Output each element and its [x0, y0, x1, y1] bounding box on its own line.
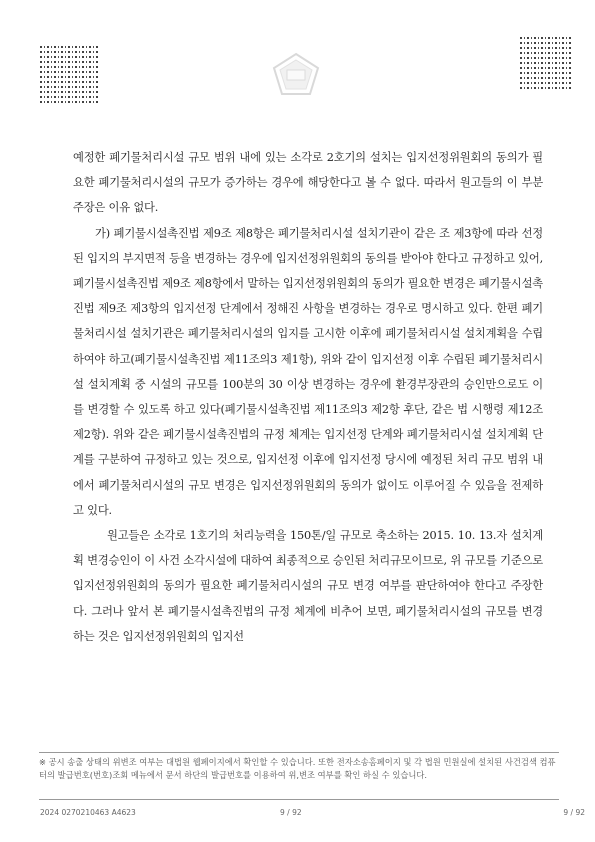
paragraph-plaintiff-claim: 원고들은 소각로 1호기의 처리능력을 150톤/일 규모로 축소하는 2015. 10. 13.자 설치계획 변경승인이 이 사건 소각시설에 대하여 최종적으로 승인된 처리규모이므로, 위 규모를 기준으로 입지선정위원회의 동의가 필요한 폐기물처리시설의 규모 변경 여부를 판단하여야 한다고 주장한다. 그러나 앞서 본 폐기물시설촉진법의 규정 체계에 비추어 보면, 폐기물처리시설의 규모를 변경하는 것은 입지선정위원회의 입지선 — [73, 529, 543, 643]
qr-code-right — [520, 36, 572, 92]
paragraph-continuation: 예정한 폐기물처리시설 규모 범위 내에 있는 소각로 2호기의 설치는 입지선정위원회의 동의가 필요한 폐기물처리시설의 규모가 증가하는 경우에 해당한다고 볼 수 없다. 따라서 원고들의 이 부분 주장은 이유 없다. — [73, 151, 543, 215]
document-serial: 2024 0270210463 A4623 — [40, 808, 136, 817]
page-number: 9 / 92 — [280, 808, 302, 817]
qr-code-left — [40, 44, 98, 106]
court-seal-watermark — [271, 52, 321, 96]
page-number-right: 9 / 92 — [563, 808, 585, 817]
paragraph-ga: 가) 폐기물시설촉진법 제9조 제8항은 폐기물처리시설 설치기관이 같은 조 제3항에 따라 선정된 입지의 부지면적 등을 변경하는 경우에 입지선정위원회의 동의를 받아야 한다고 규정하고 있어, 폐기물시설촉진법 제9조 제8항에서 말하는 입지선정위원회의 동의가 필요한 변경은 폐기물시설촉진법 제9조 제3항의 입지선정 단계에서 정해진 사항을 변경하는 경우로 명시하고 있다. 한편 폐기물처리시설 설치기관은 폐기물처리시설의 입지를 고시한 이후에 폐기물처리시설 설치계획을 수립하여야 하고(폐기물시설촉진법 제11조의3 제1항), 위와 같이 입지선정 이후 수립된 폐기물처리시설 설치계획 중 시설의 규모를 100분의 30 이상 변경하는 경우에 환경부장관의 승인만으로도 이를 변경할 수 있도록 하고 있다(폐기물시설촉진법 제11조의3 제2항 후단, 같은 법 시행령 제12조 제2항). 위와 같은 폐기물시설촉진법의 규정 체계는 입지선정 단계와 폐기물처리시설 설치계획 단계를 구분하여 규정하고 있는 것으로, 입지선정 이후에 입지선정 당시에 예정된 처리 규모 범위 내에서 폐기물처리시설의 규모 변경은 입지선정위원회의 동의가 없이도 이루어질 수 있음을 전제하고 있다. — [73, 226, 543, 517]
verification-notice: ※ 공시 송출 상태의 위변조 여부는 대법원 웹페이지에서 확인할 수 있습니다. 또한 전자소송홈페이지 및 각 법원 민원실에 설치된 사건검색 컴퓨터의 발급번호(번호)조회 메뉴에서 문서 하단의 발급번호를 이용하여 위,변조 여부를 확인 하실 수 있습니다. — [39, 752, 559, 800]
document-body — [73, 145, 543, 649]
